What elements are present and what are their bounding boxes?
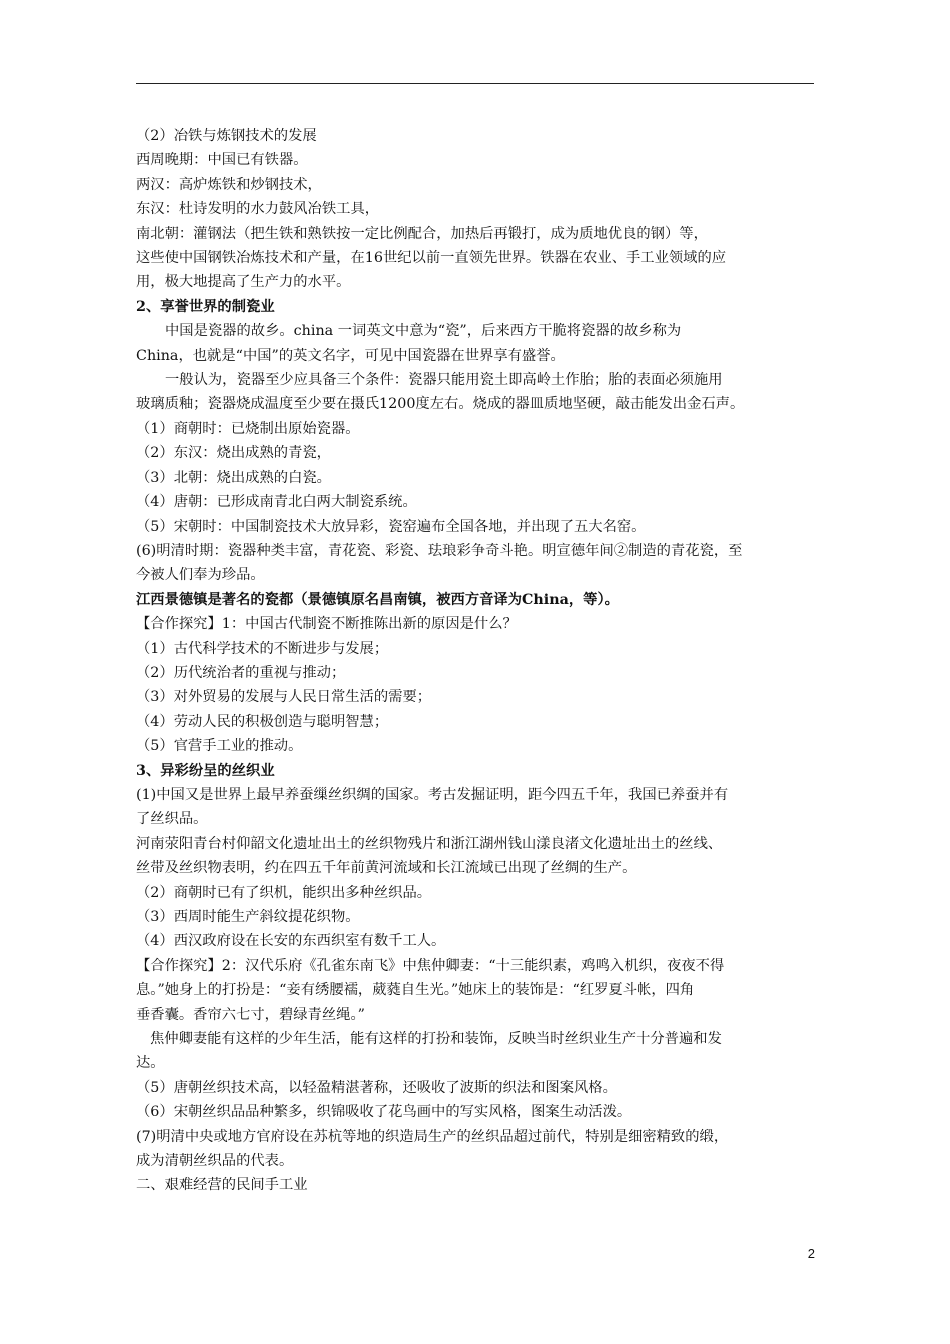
text-line: （5）官营手工业的推动。 (136, 738, 303, 755)
bold-statement-jingdezhen: 江西景德镇是著名的瓷都（景德镇原名昌南镇，被西方音译为China，等）。 (136, 591, 619, 608)
text-line: （5）唐朝丝织技术高，以轻盈精湛著称，还吸收了波斯的织法和图案风格。 (136, 1079, 617, 1096)
text-line: （3）西周时能生产斜纹提花织物。 (136, 909, 360, 925)
text-line: 垂香囊。香帘六七寸，碧绿青丝绳。” (136, 1006, 365, 1023)
text-line: 丝带及丝织物表明，约在四五千年前黄河流域和长江流域已出现了丝绸的生产。 (136, 860, 637, 877)
text-line: （1）古代科学技术的不断进步与发展； (136, 640, 389, 657)
text-line: 西周晚期：中国已有铁器。 (136, 152, 308, 169)
text-line: （4）唐朝：已形成南青北白两大制瓷系统。 (136, 494, 417, 511)
text-line: （2）冶铁与炼钢技术的发展 (136, 128, 317, 144)
text-line: （4）西汉政府设在长安的东西织室有数千工人。 (136, 933, 446, 950)
text-line: 一般认为，瓷器至少应具备三个条件：瓷器只能用瓷土即高岭土作胎；胎的表面必须施用 (165, 372, 723, 389)
text-line: （2）东汉：烧出成熟的青瓷， (136, 445, 331, 462)
section-heading-folk-handicraft: 二、艰难经营的民间手工业 (136, 1177, 308, 1194)
text-line: 成为清朝丝织品的代表。 (136, 1153, 294, 1170)
text-line: （6）宋朝丝织品品种繁多，织锦吸收了花鸟画中的写实风格，图案生动活泼。 (136, 1104, 632, 1121)
text-line: 息。”她身上的打扮是：“妾有绣腰襦，葳蕤自生光。”她床上的装饰是：“红罗夏斗帐，四角 (136, 982, 695, 999)
text-line: 中国是瓷器的故乡。china 一词英文中意为“瓷”，后来西方干脆将瓷器的故乡称为 (165, 323, 682, 340)
text-line: 今被人们奉为珍品。 (136, 567, 265, 584)
text-line: 焦仲卿妻能有这样的少年生活，能有这样的打扮和装饰，反映当时丝织业生产十分普遍和发 (150, 1031, 722, 1048)
text-line: (7)明清中央或地方官府设在苏杭等地的织造局生产的丝织品超过前代，特别是细密精致的缎， (136, 1128, 729, 1145)
text-line: （2）商朝时已有了织机，能织出多种丝织品。 (136, 884, 432, 901)
text-line: 南北朝：灌钢法（把生铁和熟铁按一定比例配合，加热后再锻打，成为质地优良的钢）等， (136, 225, 708, 242)
text-line: （3）北朝：烧出成熟的白瓷。 (136, 469, 331, 486)
text-line: （2）历代统治者的重视与推动； (136, 664, 346, 681)
section-heading-porcelain: 2、享誉世界的制瓷业 (136, 298, 275, 315)
text-line: 东汉：杜诗发明的水力鼓风冶铁工具， (136, 201, 380, 218)
text-line: （3）对外贸易的发展与人民日常生活的需要； (136, 689, 432, 706)
document-body (136, 124, 816, 1198)
text-line: 用，极大地提高了生产力的水平。 (136, 274, 351, 291)
page-number: 2 (807, 1246, 815, 1261)
section-heading-silk: 3、异彩纷呈的丝织业 (136, 762, 275, 779)
text-line: China，也就是“中国”的英文名字，可见中国瓷器在世界享有盛誉。 (136, 347, 565, 364)
text-line: (1)中国又是世界上最早养蚕缫丝织绸的国家。考古发掘证明，距今四五千年，我国已养蚕并有 (136, 786, 729, 803)
text-line: 玻璃质釉；瓷器烧成温度至少要在摄氏1200度左右。烧成的器皿质地坚硬，敲击能发出金石声。 (136, 396, 745, 413)
text-line: 这些使中国钢铁冶炼技术和产量，在16世纪以前一直领先世界。铁器在农业、手工业领域的应 (136, 250, 727, 267)
text-line: 两汉：高炉炼铁和炒钢技术， (136, 176, 322, 193)
text-line: 【合作探究】2：汉代乐府《孔雀东南飞》中焦仲卿妻：“十三能织素，鸡鸣入机织，夜夜不得 (136, 957, 725, 974)
text-line: （5）宋朝时：中国制瓷技术大放异彩，瓷窑遍布全国各地，并出现了五大名窑。 (136, 518, 646, 535)
text-line: （4）劳动人民的积极创造与聪明智慧； (136, 713, 389, 730)
text-line: （1）商朝时：已烧制出原始瓷器。 (136, 420, 360, 437)
text-line: 河南荥阳青台村仰韶文化遗址出土的丝织物残片和浙江湖州钱山漾良渚文化遗址出土的丝线、 (136, 835, 723, 852)
text-line: (6)明清时期：瓷器种类丰富，青花瓷、彩瓷、珐琅彩争奇斗艳。明宣德年间②制造的青花瓷，至 (136, 542, 743, 559)
text-line: 达。 (136, 1055, 165, 1072)
text-line: 【合作探究】1：中国古代制瓷不断推陈出新的原因是什么？ (136, 616, 517, 633)
text-line: 了丝织品。 (136, 811, 208, 828)
header-rule (136, 83, 814, 84)
